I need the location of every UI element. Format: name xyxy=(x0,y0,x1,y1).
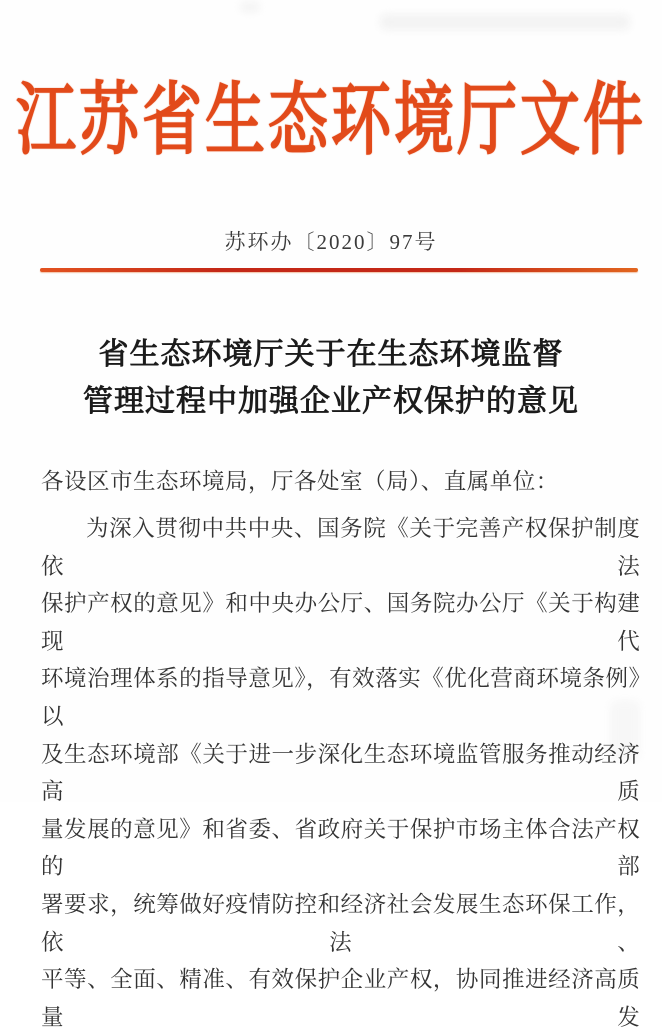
agency-letterhead: 江苏省生态环境厅文件 xyxy=(16,76,646,164)
body-text-line: 署要求，统筹做好疫情防控和经济社会发展生态环保工作，依法、 xyxy=(41,891,640,955)
document-title-line-1: 省生态环境厅关于在生态环境监督 xyxy=(98,338,564,371)
red-divider-line xyxy=(40,268,638,272)
body-text-line: 为深入贯彻中共中央、国务院《关于完善产权保护制度依法 xyxy=(41,516,640,579)
document-title xyxy=(0,331,662,425)
document-number: 苏环办〔2020〕97号 xyxy=(224,230,438,254)
body-text-line: 环境治理体系的指导意见》，有效落实《优化营商环境条例》以 xyxy=(41,666,640,729)
document-body xyxy=(41,463,640,1036)
body-text-line: 量发展的意见》和省委、省政府关于保护市场主体合法产权的部 xyxy=(41,816,640,880)
salutation-line: 各设区市生态环境局，厅各处室（局）、直属单位： xyxy=(41,469,559,494)
scan-smudge xyxy=(240,2,260,12)
body-text-line: 平等、全面、精准、有效保护企业产权，协同推进经济高质量发 xyxy=(41,967,640,1030)
body-text-line: 及生态环境部《关于进一步深化生态环境监管服务推动经济高质 xyxy=(41,741,640,805)
document-title-line-2: 管理过程中加强企业产权保护的意见 xyxy=(83,385,579,418)
body-text-line: 保护产权的意见》和中央办公厅、国务院办公厅《关于构建现代 xyxy=(41,591,640,654)
scan-smudge xyxy=(380,14,630,30)
